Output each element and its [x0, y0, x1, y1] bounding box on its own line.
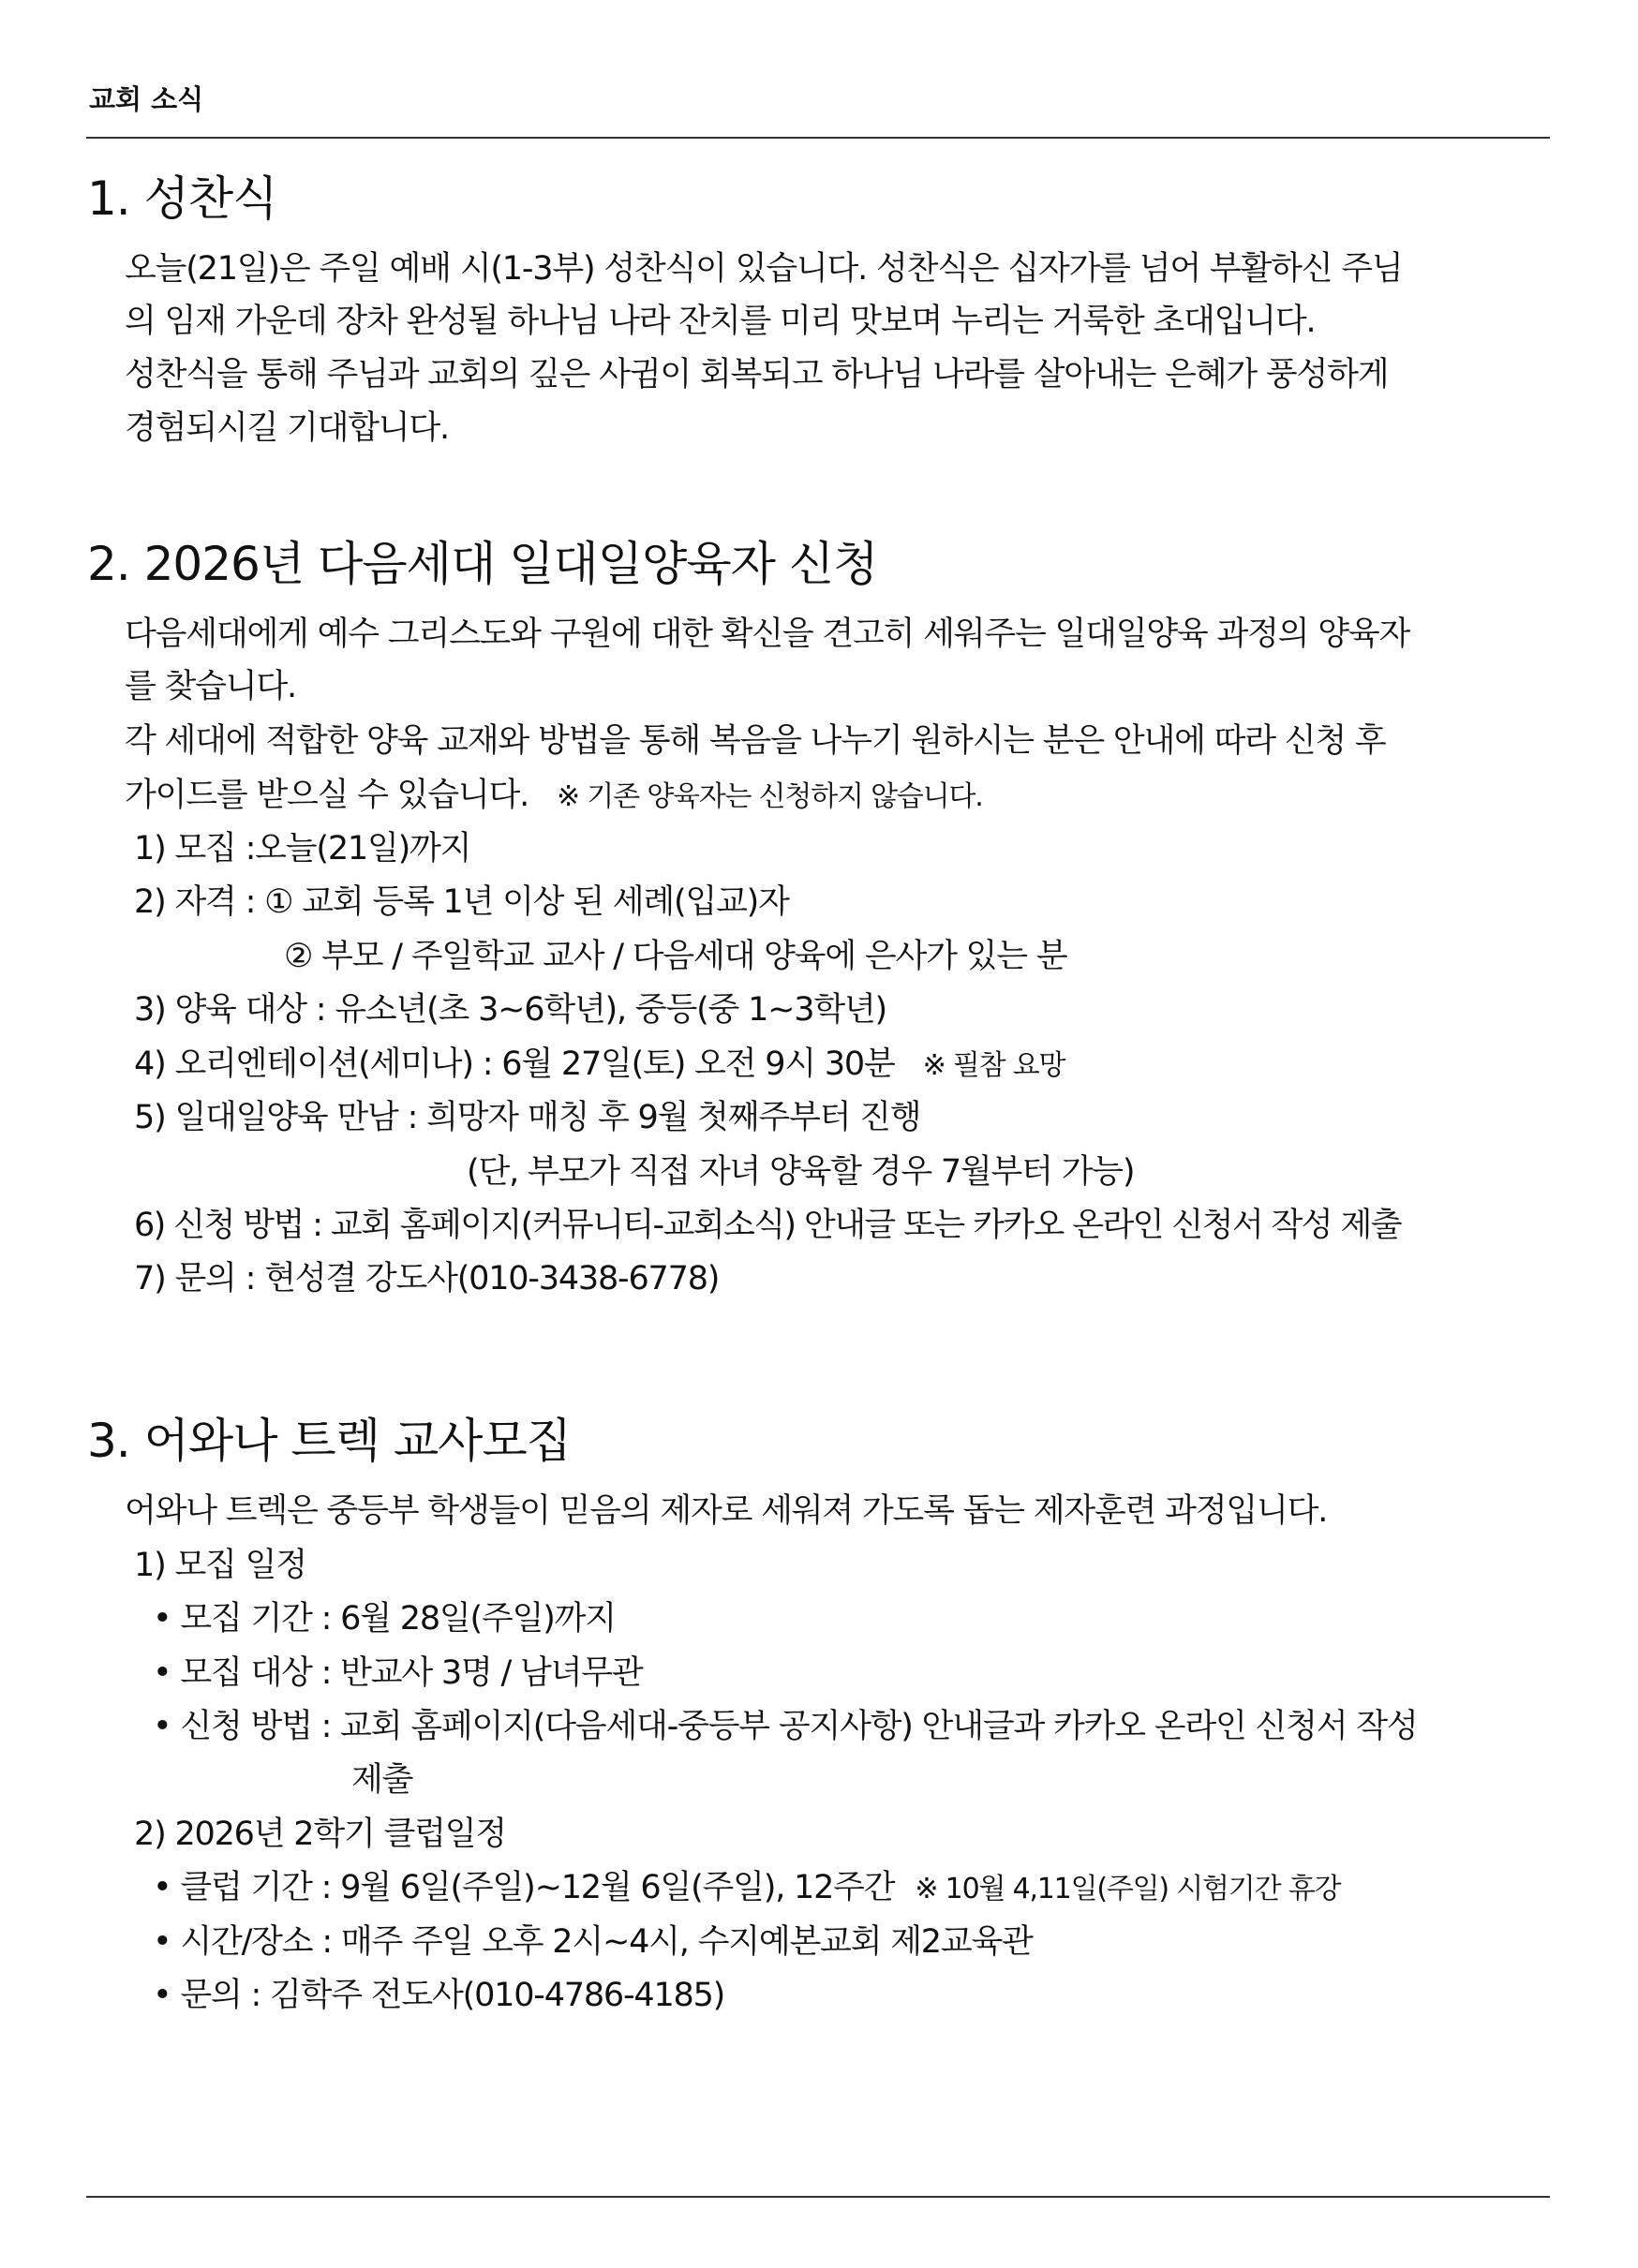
paragraph-line	[125, 776, 983, 817]
list-item: 7) 문의 : 현성결 강도사(010-3438-6778)	[134, 1260, 720, 1297]
section-title: 2. 2026년 다음세대 일대일양육자 신청	[87, 537, 878, 591]
note-text: ※ 필참 요망	[922, 1049, 1065, 1082]
paragraph-line: 오늘(21일)은 주일 예배 시(1-3부) 성찬식이 있습니다. 성찬식은 십자가를 넘어 부활하신 주님	[125, 250, 1403, 288]
note-text: ※ 기존 양육자는 신청하지 않습니다.	[557, 780, 983, 813]
bullet-item: • 문의 : 김학주 전도사(010-4786-4185)	[153, 1977, 725, 2014]
top-divider	[86, 137, 1550, 139]
list-item: 2) 2026년 2학기 클럽일정	[134, 1816, 506, 1853]
line-text: 가이드를 받으실 수 있습니다.	[125, 777, 529, 814]
header-label: 교회 소식	[89, 83, 204, 115]
list-item: 6) 신청 방법 : 교회 홈페이지(커뮤니티-교회소식) 안내글 또는 카카오 온라인 신청서 작성 제출	[134, 1207, 1401, 1244]
paragraph-line: 를 찾습니다.	[125, 668, 296, 705]
bullet-item-continuation: 제출	[351, 1761, 413, 1799]
list-item: 2) 자격 : ① 교회 등록 1년 이상 된 세례(입교)자	[134, 883, 789, 921]
bullet-item: • 모집 대상 : 반교사 3명 / 남녀무관	[153, 1654, 643, 1692]
list-item: 5) 일대일양육 만남 : 희망자 매칭 후 9월 첫째주부터 진행	[134, 1099, 921, 1136]
bullet-item: • 신청 방법 : 교회 홈페이지(다음세대-중등부 공지사항) 안내글과 카카오 온라인 신청서 작성	[153, 1708, 1418, 1745]
list-item: 3) 양육 대상 : 유소년(초 3~6학년), 중등(중 1~3학년)	[134, 991, 887, 1029]
section-title: 3. 어와나 트렉 교사모집	[87, 1414, 572, 1468]
bullet-item: • 모집 기간 : 6월 28일(주일)까지	[153, 1600, 616, 1638]
list-item: 1) 모집 일정	[134, 1547, 306, 1584]
section-title: 1. 성찬식	[87, 171, 277, 226]
paragraph-line: 어와나 트렉은 중등부 학생들이 믿음의 제자로 세워져 가도록 돕는 제자훈련 과정입니다.	[125, 1492, 1328, 1530]
paragraph-line: 성찬식을 통해 주님과 교회의 깊은 사귐이 회복되고 하나님 나라를 살아내는 은혜가 풍성하게	[125, 356, 1389, 393]
list-item-continuation: (단, 부모가 직접 자녀 양육할 경우 7월부터 가능)	[467, 1153, 1135, 1191]
list-item-continuation: ② 부모 / 주일학교 교사 / 다음세대 양육에 은사가 있는 분	[284, 938, 1067, 975]
bullet-item: • 시간/장소 : 매주 주일 오후 2시~4시, 수지예본교회 제2교육관	[153, 1923, 1033, 1961]
paragraph-line: 경험되시길 기대합니다.	[125, 409, 449, 447]
bottom-divider	[86, 2196, 1550, 2198]
list-item: 1) 모집 :오늘(21일)까지	[134, 830, 471, 867]
note-text: ※ 10월 4,11일(주일) 시험기간 휴강	[915, 1873, 1341, 1905]
line-text: • 클럽 기간 : 9월 6일(주일)~12월 6일(주일), 12주간	[153, 1869, 895, 1906]
list-item	[134, 1045, 1065, 1086]
line-text: 4) 오리엔테이션(세미나) : 6월 27일(토) 오전 9시 30분	[134, 1045, 895, 1083]
paragraph-line: 의 임재 가운데 장차 완성될 하나님 나라 잔치를 미리 맛보며 누리는 거룩한 초대입니다.	[125, 303, 1316, 340]
bullet-item	[153, 1868, 1340, 1909]
paragraph-line: 다음세대에게 예수 그리스도와 구원에 대한 확신을 견고히 세워주는 일대일양육 과정의 양육자	[125, 615, 1410, 653]
paragraph-line: 각 세대에 적합한 양육 교재와 방법을 통해 복음을 나누기 원하시는 분은 안내에 따라 신청 후	[125, 722, 1386, 760]
